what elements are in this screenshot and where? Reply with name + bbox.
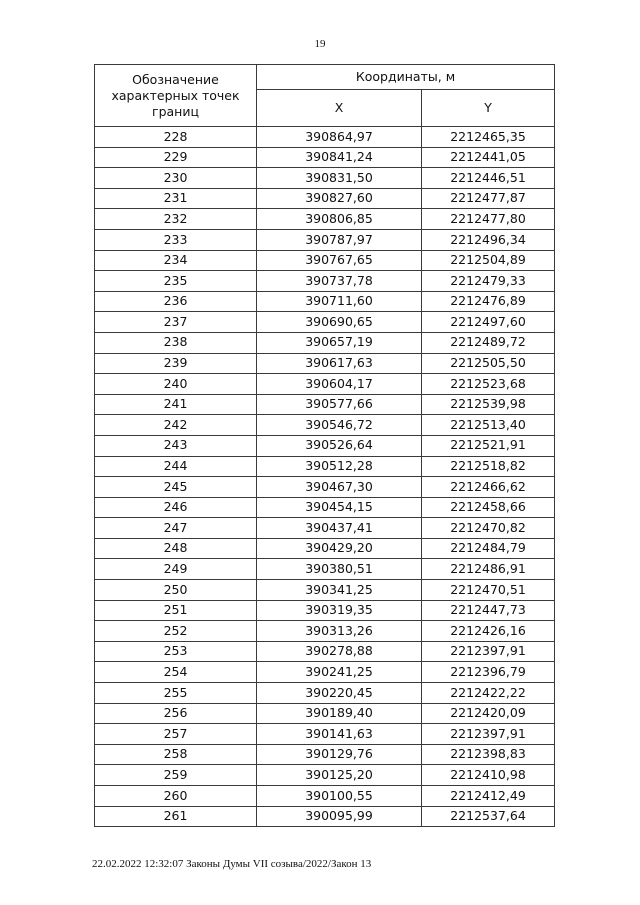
y-value: 2212412,49 (422, 786, 555, 807)
y-value: 2212396,79 (422, 662, 555, 683)
y-value: 2212426,16 (422, 621, 555, 642)
point-number: 236 (95, 291, 257, 312)
point-number: 254 (95, 662, 257, 683)
point-number: 237 (95, 312, 257, 333)
x-value: 390767,65 (257, 250, 422, 271)
y-value: 2212537,64 (422, 806, 555, 827)
table-row (95, 435, 555, 456)
table-row (95, 456, 555, 477)
x-value: 390437,41 (257, 518, 422, 539)
table-row (95, 415, 555, 436)
x-value: 390526,64 (257, 435, 422, 456)
table-row (95, 662, 555, 683)
table-body (95, 127, 555, 827)
y-value: 2212539,98 (422, 394, 555, 415)
point-number: 255 (95, 683, 257, 704)
x-value: 390278,88 (257, 641, 422, 662)
point-number: 229 (95, 147, 257, 168)
point-number: 238 (95, 332, 257, 353)
y-value: 2212513,40 (422, 415, 555, 436)
point-number: 234 (95, 250, 257, 271)
table-row (95, 168, 555, 189)
y-value: 2212441,05 (422, 147, 555, 168)
point-number: 250 (95, 580, 257, 601)
point-number: 240 (95, 374, 257, 395)
table-row (95, 332, 555, 353)
point-number: 235 (95, 271, 257, 292)
y-value: 2212496,34 (422, 229, 555, 250)
table-row (95, 765, 555, 786)
table-row (95, 641, 555, 662)
y-value: 2212420,09 (422, 703, 555, 724)
header-y: Y (422, 90, 555, 127)
x-value: 390095,99 (257, 806, 422, 827)
table-row (95, 786, 555, 807)
y-value: 2212521,91 (422, 435, 555, 456)
footer-note: 22.02.2022 12:32:07 Законы Думы VII созыва/2022/Закон 13 (92, 858, 372, 870)
coordinates-table (94, 64, 555, 827)
y-value: 2212398,83 (422, 744, 555, 765)
x-value: 390129,76 (257, 744, 422, 765)
y-value: 2212489,72 (422, 332, 555, 353)
x-value: 390189,40 (257, 703, 422, 724)
point-number: 233 (95, 229, 257, 250)
point-number: 239 (95, 353, 257, 374)
point-number: 242 (95, 415, 257, 436)
point-number: 251 (95, 600, 257, 621)
x-value: 390125,20 (257, 765, 422, 786)
x-value: 390241,25 (257, 662, 422, 683)
y-value: 2212470,82 (422, 518, 555, 539)
table-row (95, 724, 555, 745)
y-value: 2212470,51 (422, 580, 555, 601)
x-value: 390690,65 (257, 312, 422, 333)
y-value: 2212477,80 (422, 209, 555, 230)
table-row (95, 127, 555, 148)
x-value: 390512,28 (257, 456, 422, 477)
table-row (95, 394, 555, 415)
y-value: 2212497,60 (422, 312, 555, 333)
x-value: 390220,45 (257, 683, 422, 704)
point-number: 249 (95, 559, 257, 580)
y-value: 2212447,73 (422, 600, 555, 621)
point-number: 244 (95, 456, 257, 477)
x-value: 390864,97 (257, 127, 422, 148)
header-x: X (257, 90, 422, 127)
point-number: 260 (95, 786, 257, 807)
table-row (95, 229, 555, 250)
x-value: 390467,30 (257, 477, 422, 498)
point-number: 228 (95, 127, 257, 148)
table-row (95, 147, 555, 168)
x-value: 390827,60 (257, 188, 422, 209)
table-row (95, 353, 555, 374)
y-value: 2212505,50 (422, 353, 555, 374)
point-number: 230 (95, 168, 257, 189)
x-value: 390806,85 (257, 209, 422, 230)
y-value: 2212397,91 (422, 724, 555, 745)
x-value: 390141,63 (257, 724, 422, 745)
table-row (95, 600, 555, 621)
x-value: 390604,17 (257, 374, 422, 395)
x-value: 390841,24 (257, 147, 422, 168)
table-row (95, 188, 555, 209)
y-value: 2212410,98 (422, 765, 555, 786)
x-value: 390380,51 (257, 559, 422, 580)
table-row (95, 374, 555, 395)
point-number: 246 (95, 497, 257, 518)
y-value: 2212446,51 (422, 168, 555, 189)
point-number: 241 (95, 394, 257, 415)
x-value: 390429,20 (257, 538, 422, 559)
header-point-designation: Обозначение характерных точек границ (95, 65, 257, 127)
x-value: 390657,19 (257, 332, 422, 353)
table-row (95, 621, 555, 642)
y-value: 2212479,33 (422, 271, 555, 292)
point-number: 243 (95, 435, 257, 456)
x-value: 390100,55 (257, 786, 422, 807)
y-value: 2212458,66 (422, 497, 555, 518)
y-value: 2212518,82 (422, 456, 555, 477)
table-row (95, 497, 555, 518)
y-value: 2212397,91 (422, 641, 555, 662)
table-row (95, 806, 555, 827)
y-value: 2212477,87 (422, 188, 555, 209)
point-number: 258 (95, 744, 257, 765)
y-value: 2212465,35 (422, 127, 555, 148)
table-row (95, 250, 555, 271)
table-row (95, 271, 555, 292)
point-number: 256 (95, 703, 257, 724)
x-value: 390711,60 (257, 291, 422, 312)
point-number: 232 (95, 209, 257, 230)
x-value: 390577,66 (257, 394, 422, 415)
table-row (95, 209, 555, 230)
point-number: 257 (95, 724, 257, 745)
x-value: 390319,35 (257, 600, 422, 621)
x-value: 390831,50 (257, 168, 422, 189)
header-coordinates: Координаты, м (257, 65, 555, 90)
x-value: 390454,15 (257, 497, 422, 518)
y-value: 2212486,91 (422, 559, 555, 580)
point-number: 259 (95, 765, 257, 786)
point-number: 252 (95, 621, 257, 642)
point-number: 261 (95, 806, 257, 827)
x-value: 390737,78 (257, 271, 422, 292)
y-value: 2212422,22 (422, 683, 555, 704)
point-number: 245 (95, 477, 257, 498)
page-number: 19 (314, 38, 326, 50)
table-row (95, 518, 555, 539)
point-number: 253 (95, 641, 257, 662)
y-value: 2212484,79 (422, 538, 555, 559)
table-row (95, 312, 555, 333)
table-row (95, 683, 555, 704)
table-row (95, 744, 555, 765)
table-row (95, 580, 555, 601)
table-row (95, 291, 555, 312)
y-value: 2212523,68 (422, 374, 555, 395)
y-value: 2212466,62 (422, 477, 555, 498)
point-number: 231 (95, 188, 257, 209)
table-row (95, 703, 555, 724)
x-value: 390617,63 (257, 353, 422, 374)
y-value: 2212504,89 (422, 250, 555, 271)
x-value: 390313,26 (257, 621, 422, 642)
table-row (95, 538, 555, 559)
y-value: 2212476,89 (422, 291, 555, 312)
x-value: 390787,97 (257, 229, 422, 250)
point-number: 248 (95, 538, 257, 559)
point-number: 247 (95, 518, 257, 539)
x-value: 390341,25 (257, 580, 422, 601)
table-row (95, 559, 555, 580)
table-row (95, 477, 555, 498)
x-value: 390546,72 (257, 415, 422, 436)
